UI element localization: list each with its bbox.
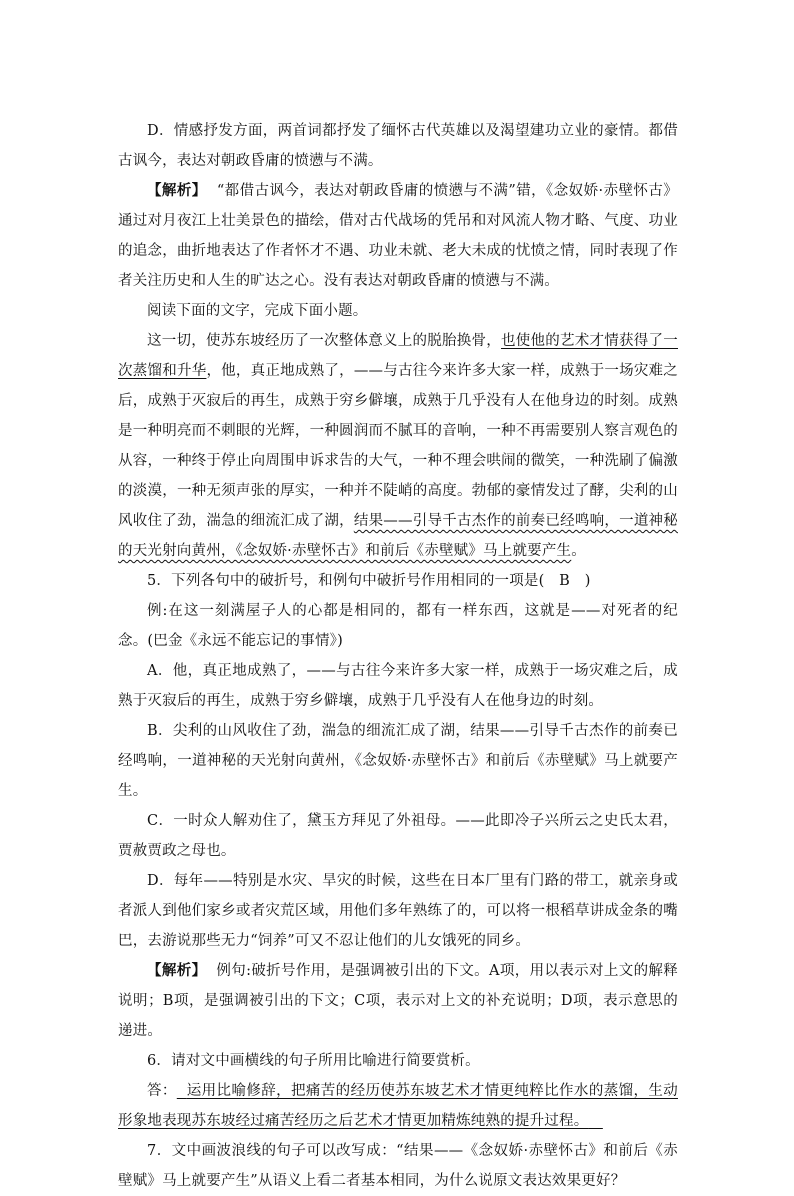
passage-wavy-sentence: 结果——引导千古杰作的前奏已经鸣响，一道神秘的天光射向黄州，《念奴娇·赤壁怀古》和前后《赤壁赋》马上就要产生: [118, 513, 678, 559]
passage: [118, 326, 678, 566]
q5-example: 例:在这一刻满屋子人的心都是相同的，都有一样东西，这就是——对死者的纪念。(巴金《永远不能忘记的事情》): [118, 603, 678, 649]
q5-analysis-label: 【解析】: [147, 962, 207, 979]
analysis-label: 【解析】: [147, 182, 207, 199]
q7-stem: 7．文中画波浪线的句子可以改写成：“结果——《念奴娇·赤壁怀古》和前后《赤壁赋》马上就要产生”从语义上看二者基本相同，为什么说原文表达效果更好？: [118, 1143, 678, 1189]
passage-underlined-sentence: 也使他的艺术才情获得了一次蒸馏和升华: [118, 333, 678, 379]
option-d-prev: D．情感抒发方面，两首词都抒发了缅怀古代英雄以及渴望建功立业的豪情。都借古讽今，表达对朝政昏庸的愤懑与不满。: [118, 123, 678, 169]
q5-analysis: [118, 956, 678, 1046]
q5-analysis-text: 例句:破折号作用，是强调被引出的下文。A项，用以表示对上文的解释说明；B项，是强调被引出的下文；C项，表示对上文的补充说明；D项，表示意思的递进。: [118, 963, 678, 1039]
q5-option-c: C．一时众人解劝住了，黛玉方拜见了外祖母。——此即冷子兴所云之史氏太君，贾赦贾政之母也。: [118, 813, 678, 859]
reading-intro: 阅读下面的文字，完成下面小题。: [147, 303, 368, 319]
q5-option-d: D．每年——特别是水灾、旱灾的时候，这些在日本厂里有门路的带工，就亲身或者派人到他们家乡或者灾荒区域，用他们多年熟练了的，可以将一根稻草讲成金条的嘴巴，去游说那些无力“饲养”可又不忍让他们的儿女饿死的同乡。: [118, 873, 678, 949]
q5-stem: 5．下列各句中的破折号，和例句中破折号作用相同的一项是( B ): [147, 573, 591, 589]
q6-answer: [118, 1076, 678, 1136]
q6-answer-text: 运用比喻修辞，把痛苦的经历使苏东坡艺术才情更纯粹比作水的蒸馏，生动形象地表现苏东坡经过痛苦经历之后艺术才情更加精炼纯熟的提升过程。: [118, 1083, 678, 1129]
document-page: [118, 116, 678, 1196]
analysis-text: “都借古讽今，表达对朝政昏庸的愤懑与不满”错，《念奴娇·赤壁怀古》通过对月夜江上壮美景色的描绘，借对古代战场的凭吊和对风流人物才略、气度、功业的追念，曲折地表达了作者怀才不遇、功业未就、老大未成的忧愤之情，同时表现了作者关注历史和人生的旷达之心。没有表达对朝政昏庸的愤懑与不满。: [118, 183, 678, 289]
passage-part1: 这一切，使苏东坡经历了一次整体意义上的脱胎换骨，: [147, 333, 502, 349]
q6-answer-label: 答：: [147, 1083, 177, 1099]
passage-part3: 。: [571, 543, 586, 559]
analysis-prev: [118, 176, 678, 296]
q5-option-a: A．他，真正地成熟了，——与古往今来许多大家一样，成熟于一场灾难之后，成熟于灭寂后的再生，成熟于穷乡僻壤，成熟于几乎没有人在他身边的时刻。: [118, 663, 678, 709]
q6-stem: 6．请对文中画横线的句子所用比喻进行简要赏析。: [147, 1053, 480, 1069]
q5-option-b: B．尖利的山风收住了劲，湍急的细流汇成了湖，结果——引导千古杰作的前奏已经鸣响，一道神秘的天光射向黄州，《念奴娇·赤壁怀古》和前后《赤壁赋》马上就要产生。: [118, 723, 678, 799]
passage-part2: ，他，真正地成熟了，——与古往今来许多大家一样，成熟于一场灾难之后，成熟于灭寂后的再生，成熟于穷乡僻壤，成熟于几乎没有人在他身边的时刻。成熟是一种明亮而不刺眼的光辉，一种圆润而不腻耳的音响，一种不再需要别人察言观色的从容，一种终于停止向周围申诉求告的大气，一种不理会哄闹的微笑，一种洗刷了偏激的淡漠，一种无须声张的厚实，一种并不陡峭的高度。勃郁的豪情发过了酵，尖利的山风收住了劲，湍急的细流汇成了湖，: [118, 363, 678, 529]
